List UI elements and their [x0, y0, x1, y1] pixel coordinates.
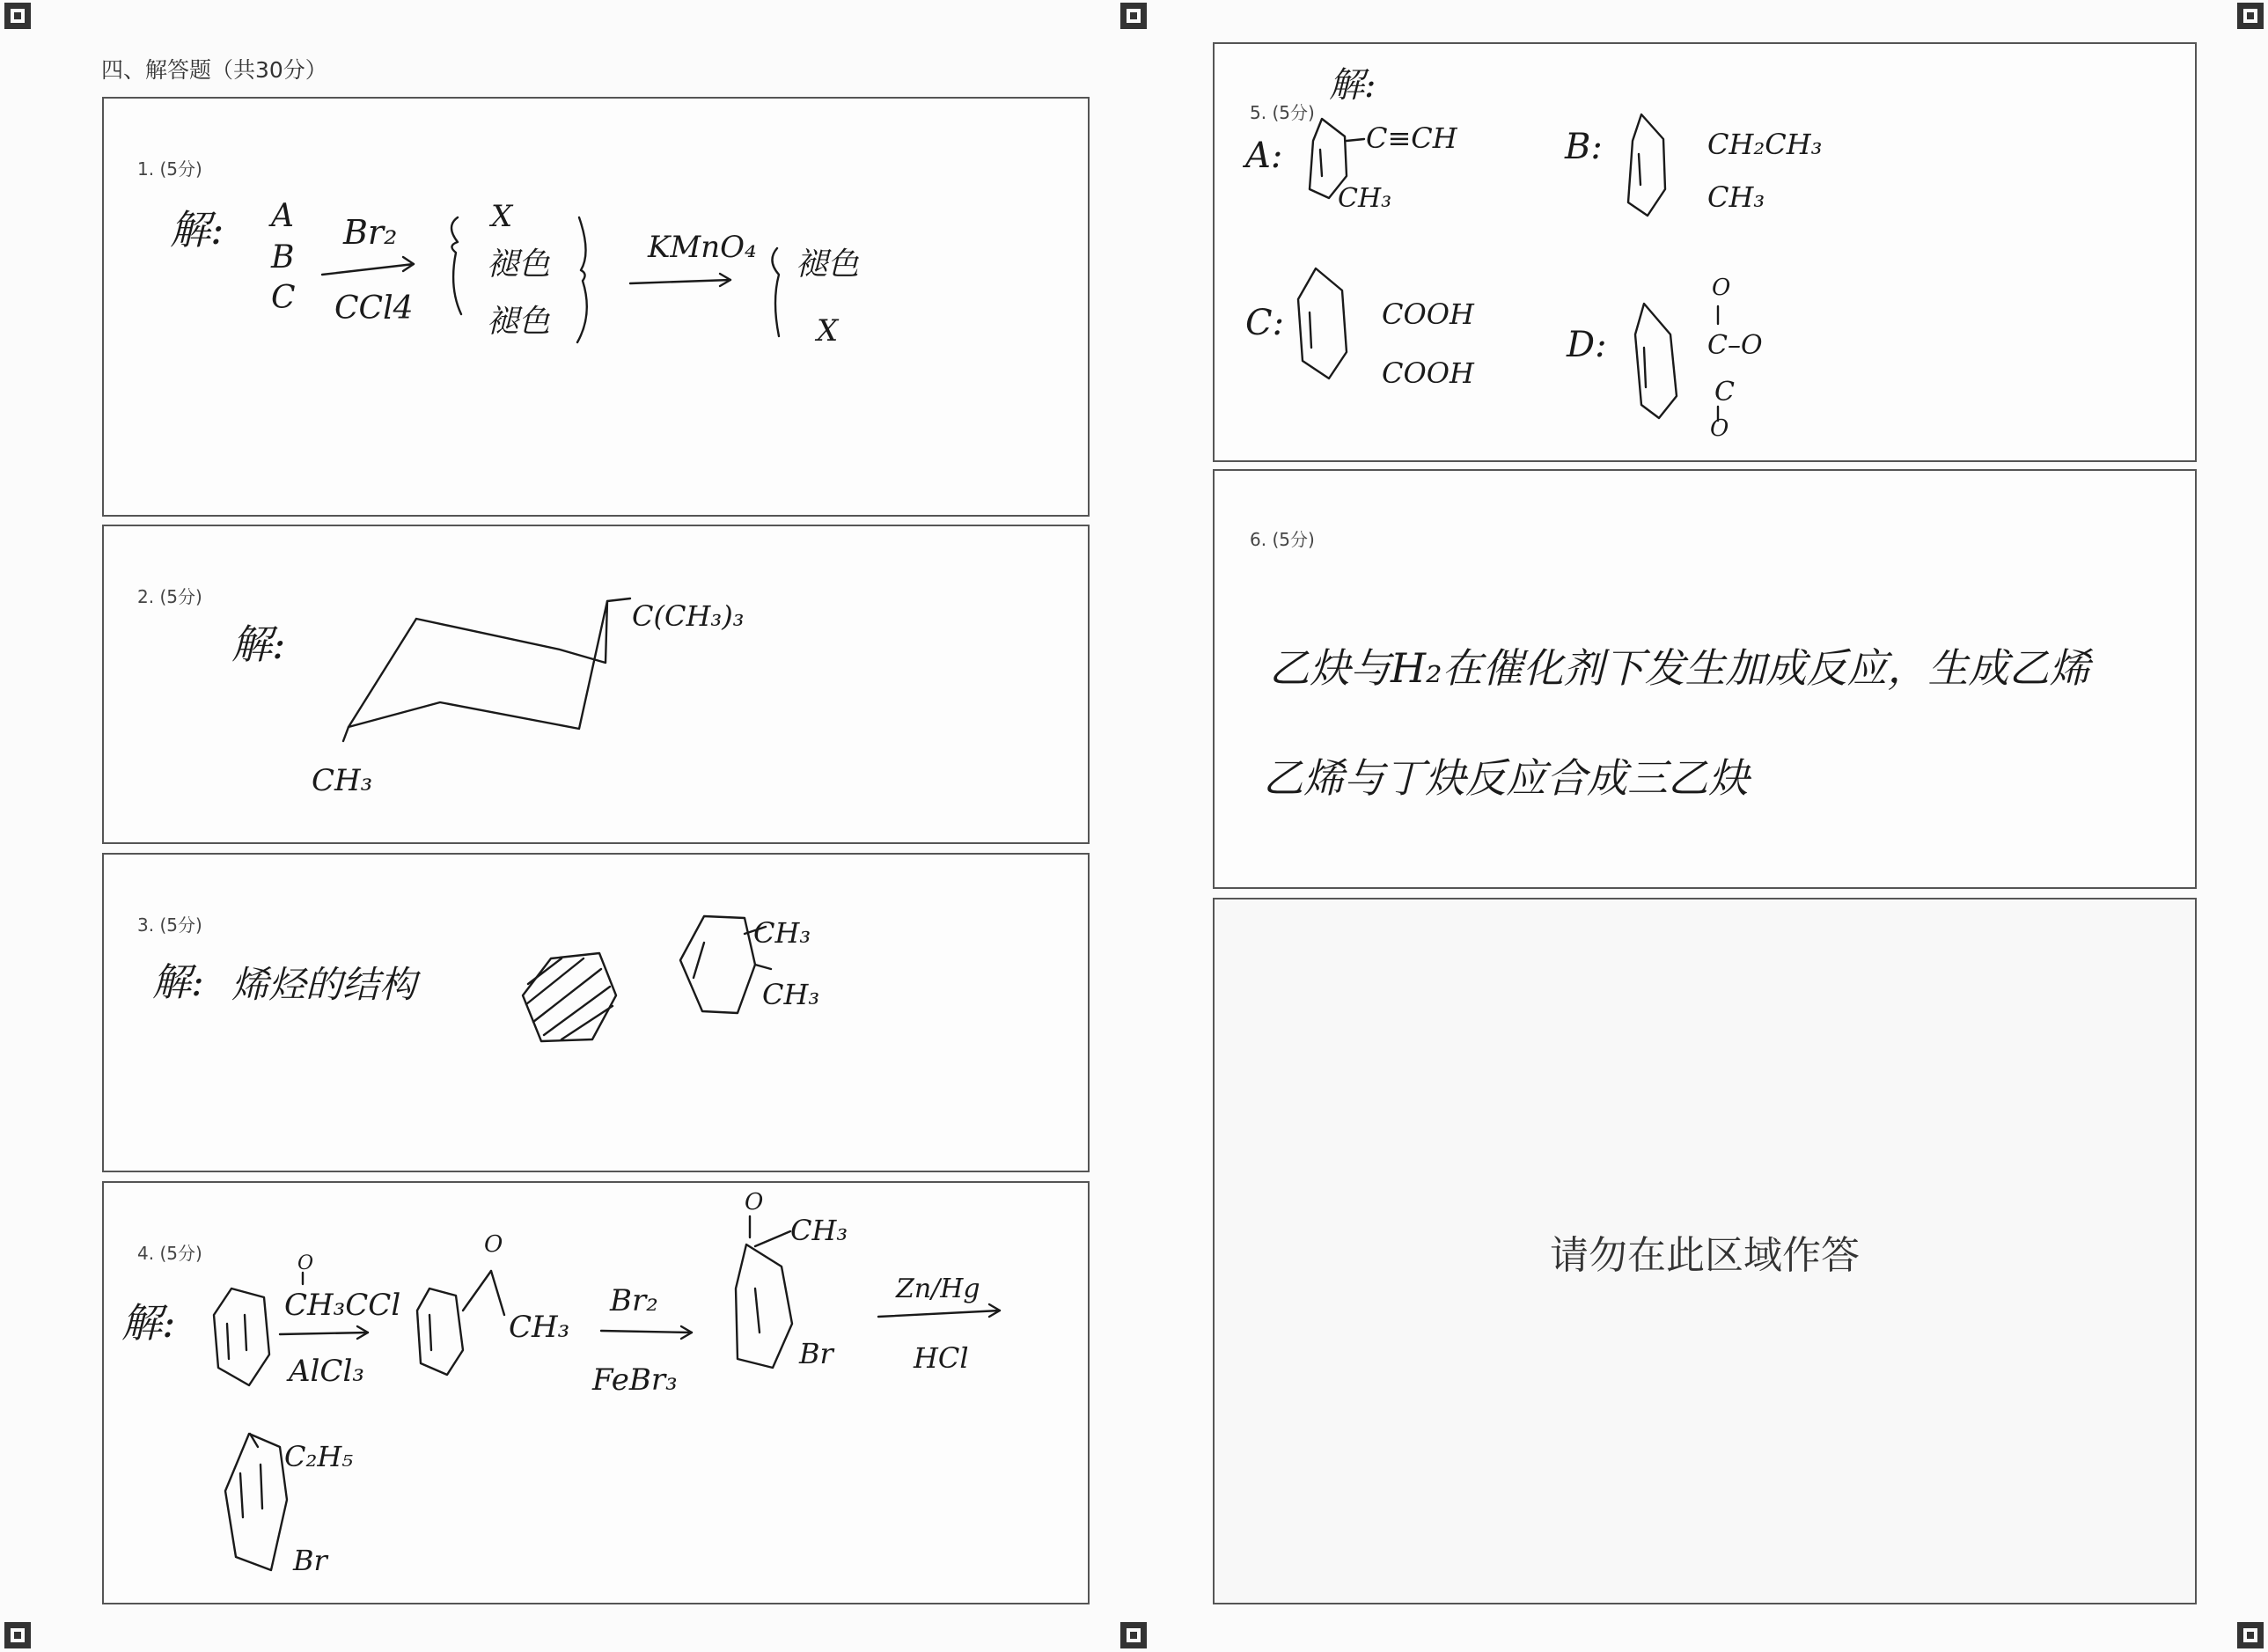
hw-ch3: CH₃: [509, 1310, 570, 1345]
hw-br2: Br: [293, 1544, 327, 1577]
handwritten-answer-q6: [1215, 471, 2195, 887]
handwritten-answer-q3: [104, 855, 1088, 1171]
no-answer-area: [1213, 898, 2197, 1604]
hw-x1: X: [491, 199, 513, 234]
hw-br2: Br₂: [343, 213, 398, 252]
hw-reagent3-top: Zn/Hg: [896, 1274, 980, 1304]
hw-b-top: CH₂CH₃: [1707, 128, 1823, 161]
hw-c-bottom: COOH: [1382, 356, 1474, 390]
answer-box-q6[interactable]: [1213, 469, 2197, 889]
hw-ccl4: CCl4: [334, 290, 414, 327]
hw-reagent1-top: CH₃CCl: [284, 1288, 401, 1323]
hw-a: A: [271, 198, 294, 234]
question-label: 5. (5分): [1250, 102, 1315, 123]
hw-jie: 解:: [152, 960, 204, 1005]
hw-jie: 解:: [121, 1299, 176, 1347]
hw-a-bottom: CH₃: [1338, 183, 1392, 214]
answer-box-q3[interactable]: [102, 853, 1090, 1172]
hw-text: 烯烃的结构: [231, 963, 417, 1006]
hw-c: C:: [1245, 303, 1285, 343]
question-label: 4. (5分): [137, 1243, 202, 1264]
hw-d-o1: O: [1712, 275, 1731, 301]
hw-reagent2-bottom: FeBr₃: [592, 1362, 678, 1398]
hw-b: B: [271, 239, 295, 275]
hw-d-top: C–O: [1707, 330, 1763, 361]
corner-marker-bottom-right: [2237, 1622, 2264, 1648]
hw-ch3-bottom: CH₃: [762, 978, 820, 1011]
hw-d-bottom: C: [1714, 377, 1735, 407]
hw-br: Br: [799, 1337, 833, 1370]
question-label: 1. (5分): [137, 158, 202, 180]
corner-marker-bottom-center: [1120, 1622, 1147, 1648]
hw-ch3: CH₃: [312, 763, 373, 798]
hw-o3: O: [745, 1189, 764, 1215]
hw-tuise1: 褪色: [487, 246, 551, 283]
corner-marker-top-right: [2237, 3, 2264, 29]
hw-c: C: [271, 280, 296, 316]
hw-reagent2-top: Br₂: [610, 1283, 658, 1318]
answer-box-q2[interactable]: [102, 525, 1090, 844]
hw-reagent1-bottom: AlCl₃: [289, 1354, 364, 1389]
hw-tuise3: 褪色: [796, 246, 860, 283]
hw-ch3-2: CH₃: [790, 1214, 848, 1247]
hw-d-o2: O: [1710, 415, 1729, 442]
handwritten-answer-q2: [104, 526, 1088, 842]
hw-jie: 解:: [1329, 65, 1376, 106]
question-label: 2. (5分): [137, 586, 202, 607]
handwritten-answer-q1: [104, 99, 1088, 515]
answer-box-q5[interactable]: [1213, 42, 2197, 462]
hw-o2: O: [484, 1231, 503, 1258]
hw-ch3-top: CH₃: [753, 916, 811, 950]
hw-jie: 解:: [231, 620, 286, 668]
hw-jie: 解:: [170, 206, 224, 253]
section-title: 四、解答题（共30分）: [101, 57, 327, 83]
corner-marker-top-left: [4, 3, 31, 29]
hw-c-top: COOH: [1382, 297, 1474, 331]
hw-b-bottom: CH₃: [1707, 180, 1765, 214]
hw-a: A:: [1245, 136, 1283, 176]
question-label: 3. (5分): [137, 914, 202, 936]
answer-box-q4[interactable]: [102, 1181, 1090, 1604]
hw-b: B:: [1565, 127, 1603, 167]
hw-tuise2: 褪色: [487, 304, 551, 340]
question-label: 6. (5分): [1250, 529, 1315, 550]
handwritten-answer-q5: [1215, 44, 2195, 460]
hw-d: D:: [1567, 325, 1607, 365]
hw-c2h5: C₂H₅: [284, 1440, 354, 1473]
hw-x2: X: [817, 313, 839, 349]
hw-line2: 乙烯与丁炔反应合成三乙炔: [1263, 754, 1749, 802]
handwritten-answer-q4: [104, 1183, 1088, 1603]
hw-group-top: C(CH₃)₃: [632, 599, 745, 633]
no-answer-notice: 请勿在此区域作答: [1550, 1232, 1860, 1278]
corner-marker-top-center: [1120, 3, 1147, 29]
hw-a-top: C≡CH: [1366, 121, 1457, 155]
hw-line1: 乙炔与H₂在催化剂下发生加成反应，生成乙烯: [1269, 644, 2090, 692]
answer-box-q1[interactable]: [102, 97, 1090, 517]
hw-kmno4: KMnO₄: [648, 230, 757, 265]
corner-marker-bottom-left: [4, 1622, 31, 1648]
hw-o1: O: [297, 1252, 314, 1274]
hw-reagent3-bottom: HCl: [914, 1341, 969, 1375]
